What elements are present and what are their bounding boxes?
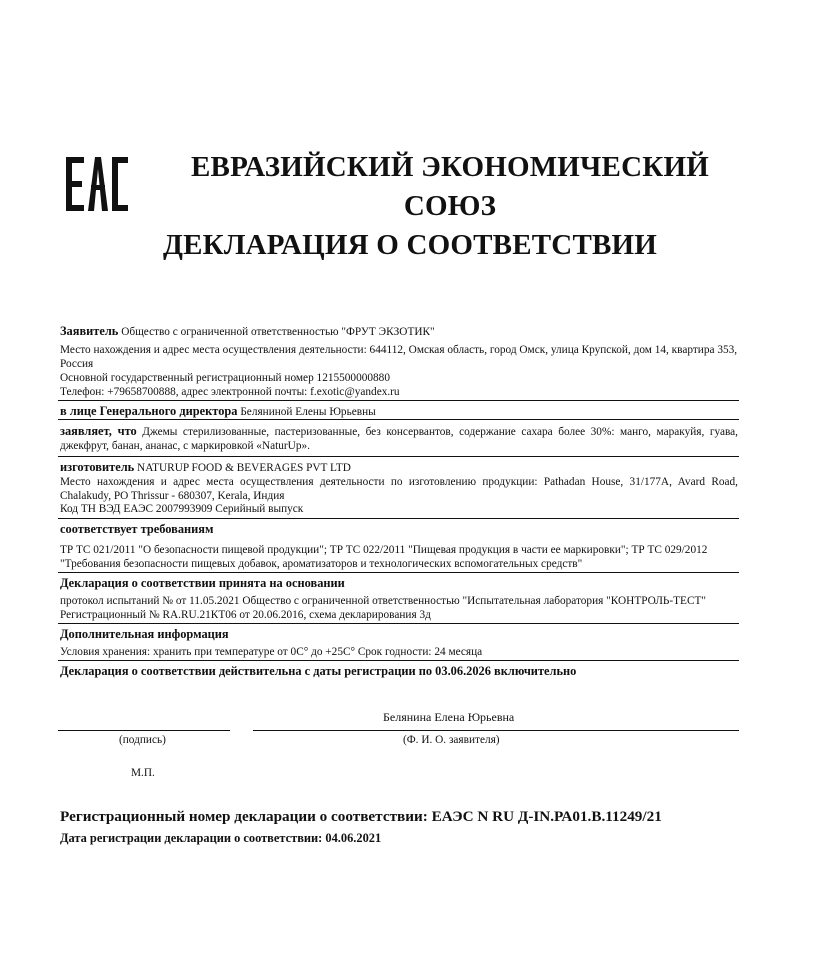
representative-name: Белянинoй Елены Юрьевны [240,406,376,418]
divider [58,660,739,661]
validity-text: Декларация о соответствии действительна с даты регистрации по 03.06.2026 включительно [60,664,577,678]
additional-text: Условия хранения: хранить при температуре от 0С° до +25С° Срок годности: 24 месяца [60,646,483,658]
requirements-label: соответствует требованиям [60,522,214,536]
declaration-title: ДЕКЛАРАЦИЯ О СООТВЕТСТВИИ [162,229,658,261]
representative-label: в лице Генерального директора [60,404,238,418]
basis-label: Декларация о соответствии принята на основании [60,576,345,590]
applicant-section [60,325,738,340]
eac-logo-icon [64,155,130,213]
union-title-line2: СОЮЗ [403,190,497,222]
applicant-address: Место нахождения и адрес места осуществления деятельности: 644112, Омская область, город Омск, улица Крупской, дом 14, квартира 353, Россия [60,344,738,370]
applicant-name: Общество с ограниченной ответственностью "ФРУТ ЭКЗОТИК" [121,326,435,338]
stamp-placeholder: М.П. [131,767,155,779]
divider [58,419,739,420]
signature-caption: (подпись) [119,734,166,746]
manufacturer-name: NATURUP FOOD & BEVERAGES PVT LTD [137,462,351,474]
name-caption: (Ф. И. О. заявителя) [403,734,500,746]
signatory-name: Белянина Елена Юрьевна [383,710,515,724]
applicant-label: Заявитель [60,324,119,338]
applicant-ogrn: Основной государственный регистрационный номер 1215500000880 [60,372,390,384]
divider [58,623,739,624]
divider [58,518,739,519]
union-title-line1: ЕВРАЗИЙСКИЙ ЭКОНОМИЧЕСКИЙ [191,151,709,183]
requirements-text: ТР ТС 021/2011 "О безопасности пищевой продукции"; ТР ТС 022/2011 "Пищевая продукция в части ее маркировки"; ТР ТС 029/2012 "Требования безопасности пищевых добавок, ароматизаторов и технологических вспомогательных средств" [60,544,708,570]
declares-label: заявляет, что [60,424,137,438]
name-line [253,730,739,731]
manufacturer-label: изготовитель [60,460,135,474]
signature-line [58,730,230,731]
declares-text: Джемы стерилизованные, пастеризованные, без консервантов, содержание сахара более 30%: манго, маракуйя, гуава, джекфрут, банан, ананас, с маркировкой «NaturUp». [60,426,739,452]
registration-date: Дата регистрации декларации о соответствии: 04.06.2021 [60,831,382,845]
representative-section [60,405,738,420]
divider [58,400,739,401]
declares-section [60,425,738,453]
manufacturer-code: Код ТН ВЭД ЕАЭС 2007993909 Серийный выпуск [60,503,304,515]
divider [58,572,739,573]
basis-text: протокол испытаний № от 11.05.2021 Общество с ограниченной ответственностью "Испытательная лаборатория "КОНТРОЛЬ-ТЕСТ" Регистрационный № RA.RU.21КТ06 от 20.06.2016, схема декларирования 3д [60,595,706,621]
divider [58,456,739,457]
additional-label: Дополнительная информация [60,627,229,641]
manufacturer-address: Место нахождения и адрес места осуществления деятельности по изготовлению продукции: Pathadan House, 31/177A, Avard Road, Chalakudy, PO Thrissur - 680307, Kerala, Индия [60,476,738,502]
manufacturer-section [60,461,738,476]
registration-number: Регистрационный номер декларации о соответствии: ЕАЭС N RU Д-IN.РА01.В.11249/21 [60,808,662,825]
applicant-contacts: Телефон: +79658700888, адрес электронной почты: f.exotic@yandex.ru [60,386,400,398]
